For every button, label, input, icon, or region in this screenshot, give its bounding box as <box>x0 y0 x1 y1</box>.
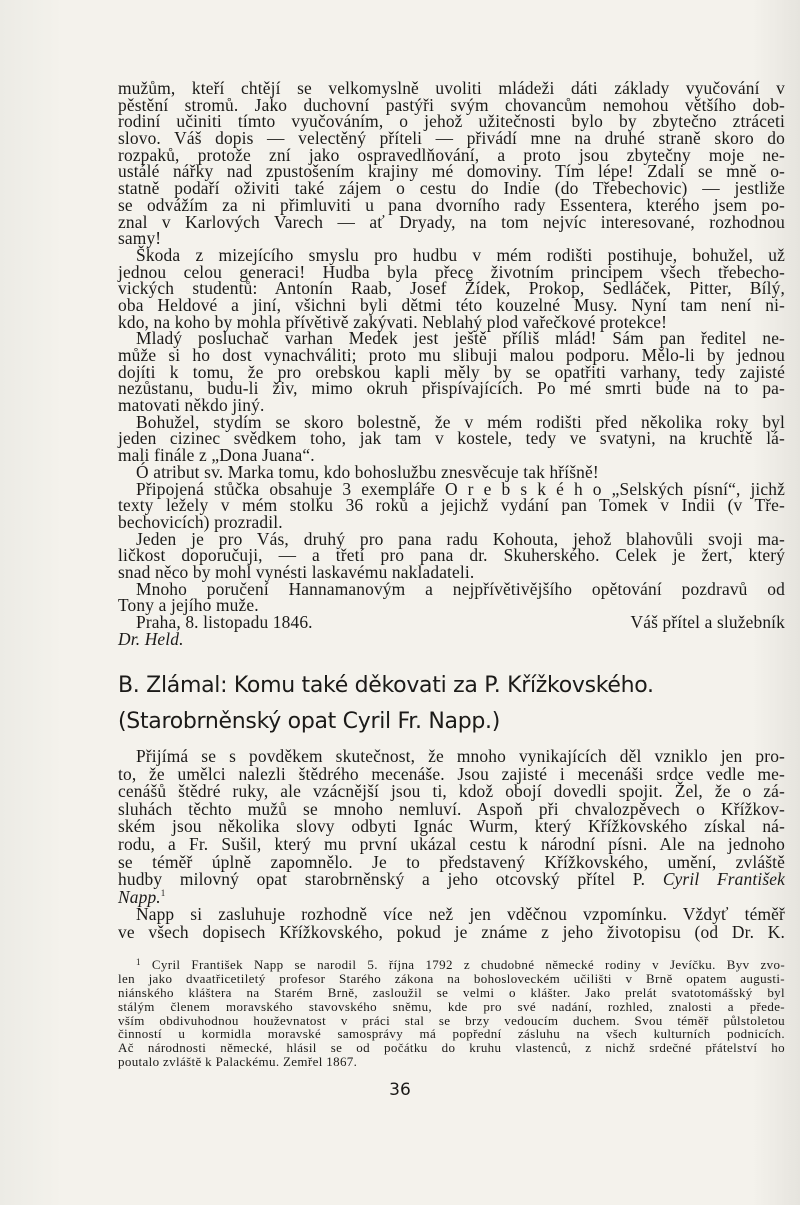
paragraph-line: kdo, na koho by mohla přívětivě zakývati. Neblahý plod vařečkové protekce! <box>118 311 668 332</box>
footnote-line: stálým členem moravského stavovského sněmu, kde pro své nadání, rozhled, znalosti a přede- <box>118 998 785 1014</box>
paragraph-line: ském jsou několika slovy odbyti Ignác Wurm, který Křížkovského získal ná- <box>118 816 785 837</box>
paragraph-line: Jeden je pro Vás, druhý pro pana radu Kohouta, jehož blahovůli svoji ma- <box>136 528 785 549</box>
paragraph-line: vických studentů: Antonín Raab, Josef Žídek, Prokop, Sedláček, Pitter, Bílý, <box>118 278 785 299</box>
paragraph-line: Napp si zasluhuje rozhodně více než jen vděčnou vzpomínku. Vždyť téměř <box>136 904 785 925</box>
paragraph-line: znal v Karlových Varech — ať Dryady, na tom nejvíc interesované, rozhodnou <box>118 211 785 232</box>
paragraph-line: statně podaří oživiti také zájem o cestu do Indie (do Třebechovic) — jestliže <box>118 178 785 199</box>
paragraph-line: rozpaků, protože zní jako ospravedlňování, a proto jsou zbytečny moje ne- <box>118 144 785 165</box>
footnote-marker: 1 <box>136 957 141 967</box>
paragraph-line: nezůstanu, budu-li živ, mimo okruh přispívajících. Po mé smrti bude na to pa- <box>118 378 785 399</box>
paragraph-line: rodiní učiniti tímto vyučováním, o jehož užitečnosti bylo by zbytečno ztráceti <box>118 111 785 132</box>
footnote-text: Cyril František Napp se narodil 5. října 1792 z chudobné německé rodiny v Jevíčku. Byv zvo- <box>151 957 785 972</box>
page-number: 36 <box>389 1080 411 1100</box>
article-body <box>118 748 785 942</box>
paragraph-line: mužům, kteří chtějí se velkomyslně uvoliti mládeži dáti základy vyučování v <box>118 78 785 98</box>
paragraph-line: sluhách těchto mužů se mnoho nemluví. Aspoň při chvalozpěvech o Křížkov- <box>118 798 785 819</box>
paragraph-line: matovati někdo jiný. <box>118 395 265 416</box>
paragraph-line: pěstění stromů. Jako duchovní pastýři svým chovancům nemohou většího dob- <box>118 94 785 115</box>
footnote-reference[interactable]: 1 <box>160 887 166 898</box>
paragraph-line: bechovicích) prozradil. <box>118 511 283 532</box>
footnote <box>118 958 785 1069</box>
paragraph-line: ličkost doporučuji, — a třetí pro pana dr. Skuherského. Celek je žert, který <box>118 545 785 566</box>
letter-text <box>118 80 785 647</box>
paragraph-line: může si ho dost vynachváliti; proto mu slibuji malou podporu. Mělo-li by jednou <box>118 345 785 365</box>
paragraph-line: Ó atribut sv. Marka tomu, kdo bohoslužbu znesvěcuje tak hříšně! <box>136 461 599 482</box>
footnote-line: Ač národnosti německé, hlásil se od počátku do kruhu vlastenců, z nichž srdečné přátelství ho <box>118 1040 785 1056</box>
date-closing-row <box>118 614 785 631</box>
paragraph-line: Tony a jejího muže. <box>118 595 259 616</box>
paragraph-line: samy! <box>118 228 162 249</box>
footnote-line: poutalo zvláště k Palackému. Zemřel 1867. <box>118 1054 358 1070</box>
paragraph-line: ve všech dopisech Křížkovského, pokud je známe z jeho životopisu (od Dr. K. <box>118 921 785 942</box>
footnote-line: vším obdivuhodnou houževnatost v práci stal se brzy vedoucím duchem. Svou téměř půlstoletou <box>118 1012 785 1028</box>
paragraph-line: cenášů štědré ruky, ale vzácnější jsou ti, kdož obojí dovedli spojit. Žel, že o zá- <box>118 781 785 802</box>
paragraph-line: Mladý posluchač varhan Medek jest ještě příliš mlád! Sám pan ředitel ne- <box>136 328 785 349</box>
paragraph-line: jednou celou generaci! Hudba byla přece životním principem všech třebecho- <box>118 261 785 282</box>
paragraph-line: texty ležely v mém stolku 36 roků a jejichž vydání pan Tomek v Indii (v Tře- <box>118 495 785 516</box>
paragraph-line: se odvážím za ni přimluviti u pana dvorního rady Essentera, kterého jsem po- <box>118 194 785 215</box>
article-title: B. Zlámal: Komu také děkovati za P. Křížkovského. <box>118 673 654 698</box>
footnote-first-line <box>118 958 785 972</box>
closing: Váš přítel a služebník <box>630 612 785 632</box>
footnote-line: niánského kláštera na Starém Brně, zasloužil se velmi o klášter. Jako prelát svatotomášský byl <box>118 984 785 1000</box>
paragraph-line: dojíti k tomu, že pro orebskou kapli měly by se opatřiti varhany, tedy zajisté <box>118 361 785 382</box>
paragraph-line: oba Heldové a jiní, všichni byli dětmi této kouzelné Musy. Nyní tam není ni- <box>118 294 785 315</box>
paragraph-line: Přijímá se s povděkem skutečnost, že mnoho vynikajících děl vzniklo jen pro- <box>136 746 785 766</box>
paragraph-line: se téměř úplně zapomnělo. Je to představený Křížkovského, umění, zvláště <box>118 851 785 872</box>
paragraph-line: hudby milovný opat starobrněnský a jeho otcovský přítel P. Cyril František <box>118 869 785 890</box>
italic-name: Cyril František <box>662 869 785 890</box>
article-subtitle: (Starobrněnský opat Cyril Fr. Napp.) <box>118 709 501 734</box>
place-date: Praha, 8. listopadu 1846. <box>136 612 313 632</box>
napp-name: Napp. <box>118 886 161 907</box>
paragraph-line: Škoda z mizejícího smyslu pro hudbu v mém rodišti postihuje, bohužel, už <box>136 244 785 265</box>
paragraph-line: to, že umělci nalezli štědrého mecenáše. Jsou zajisté i mecenáši srdce vedle me- <box>118 763 785 784</box>
paragraph-line: Bohužel, stydím se skoro bolestně, že v mém rodišti před několika roky byl <box>136 411 785 432</box>
footnote-line: len jako dvaatřicetiletý profesor Starého zákona na bohosloveckém učilišti v Brně opatem augusti- <box>118 970 785 986</box>
signature: Dr. Held. <box>118 628 184 649</box>
article-heading <box>118 668 785 740</box>
paragraph-line: slovo. Váš dopis — velectěný příteli — přivádí mne na druhé straně skoro do <box>118 128 785 149</box>
paragraph-line: Připojená stůčka obsahuje 3 exempláře O r e b s k é h o „Selských písní“, jichž <box>136 478 785 499</box>
paragraph-line: mali finále z „Dona Juana“. <box>118 445 315 466</box>
paragraph-line: snad něco by mohl vynésti laskavému nakladateli. <box>118 561 475 582</box>
paragraph-line: rodu, a Fr. Sušil, který mu první ukázal cestu k národní písni. Ale na jednoho <box>118 833 785 854</box>
paragraph-line: jeden cizinec svědkem toho, jak tam v kostele, tedy ve svatyni, na kruchtě lá- <box>118 428 785 449</box>
footnote-line: činností u kormidla moravské samosprávy má popřední zásluhu na všech kulturních podnicích. <box>118 1026 785 1042</box>
paragraph-line: ustálé nářky nad zpustošením krajiny mé domoviny. Tím lépe! Zdali se mně o- <box>118 161 785 182</box>
paragraph-line: Mnoho poručení Hannamanovým a nejpřívětivějšího opětování pozdravů od <box>136 578 785 599</box>
